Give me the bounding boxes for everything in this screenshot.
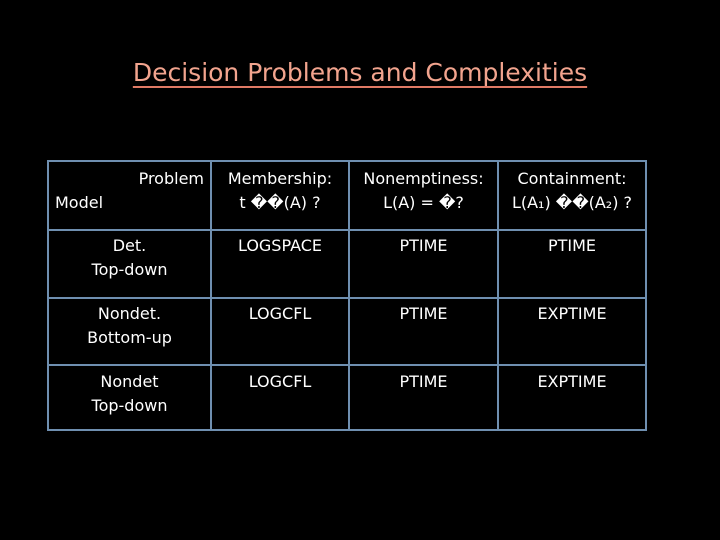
row-model-nondet-bottom-up xyxy=(49,302,210,350)
table-cell: EXPTIME xyxy=(537,372,607,391)
row-model-det-top-down xyxy=(49,234,210,282)
header-line2: t ��(A) ? xyxy=(239,193,321,212)
model-line1: Det. xyxy=(112,236,147,255)
table-cell: PTIME xyxy=(399,236,448,255)
header-line1: Membership: xyxy=(227,169,333,188)
model-line1: Nondet. xyxy=(97,304,162,323)
table-cell: LOGCFL xyxy=(248,372,312,391)
table-cell: LOGCFL xyxy=(248,304,312,323)
table-cell: PTIME xyxy=(399,372,448,391)
model-line2: Top-down xyxy=(91,396,168,415)
header-line1: Containment: xyxy=(517,169,627,188)
table-cell: PTIME xyxy=(399,304,448,323)
column-header-membership xyxy=(212,167,348,215)
table-cell: PTIME xyxy=(547,236,597,255)
model-line2: Bottom-up xyxy=(87,328,172,347)
row-model-nondet-top-down xyxy=(49,370,210,418)
complexity-table xyxy=(47,160,647,431)
row-divider xyxy=(49,297,645,299)
column-header-nonemptiness xyxy=(350,167,497,215)
problem-label: Problem xyxy=(138,169,204,188)
header-line1: Nonemptiness: xyxy=(363,169,484,188)
row-divider xyxy=(49,229,645,231)
model-line1: Nondet xyxy=(100,372,159,391)
row-divider xyxy=(49,364,645,366)
model-line2: Top-down xyxy=(91,260,168,279)
model-label: Model xyxy=(55,193,104,212)
header-line2: L(A₁) ��(A₂) ? xyxy=(511,193,633,212)
header-line2: L(A) = �? xyxy=(383,193,464,212)
table-cell: LOGSPACE xyxy=(237,236,323,255)
page-title: Decision Problems and Complexities xyxy=(132,58,588,87)
column-header-containment xyxy=(499,167,645,215)
table-cell: EXPTIME xyxy=(537,304,607,323)
